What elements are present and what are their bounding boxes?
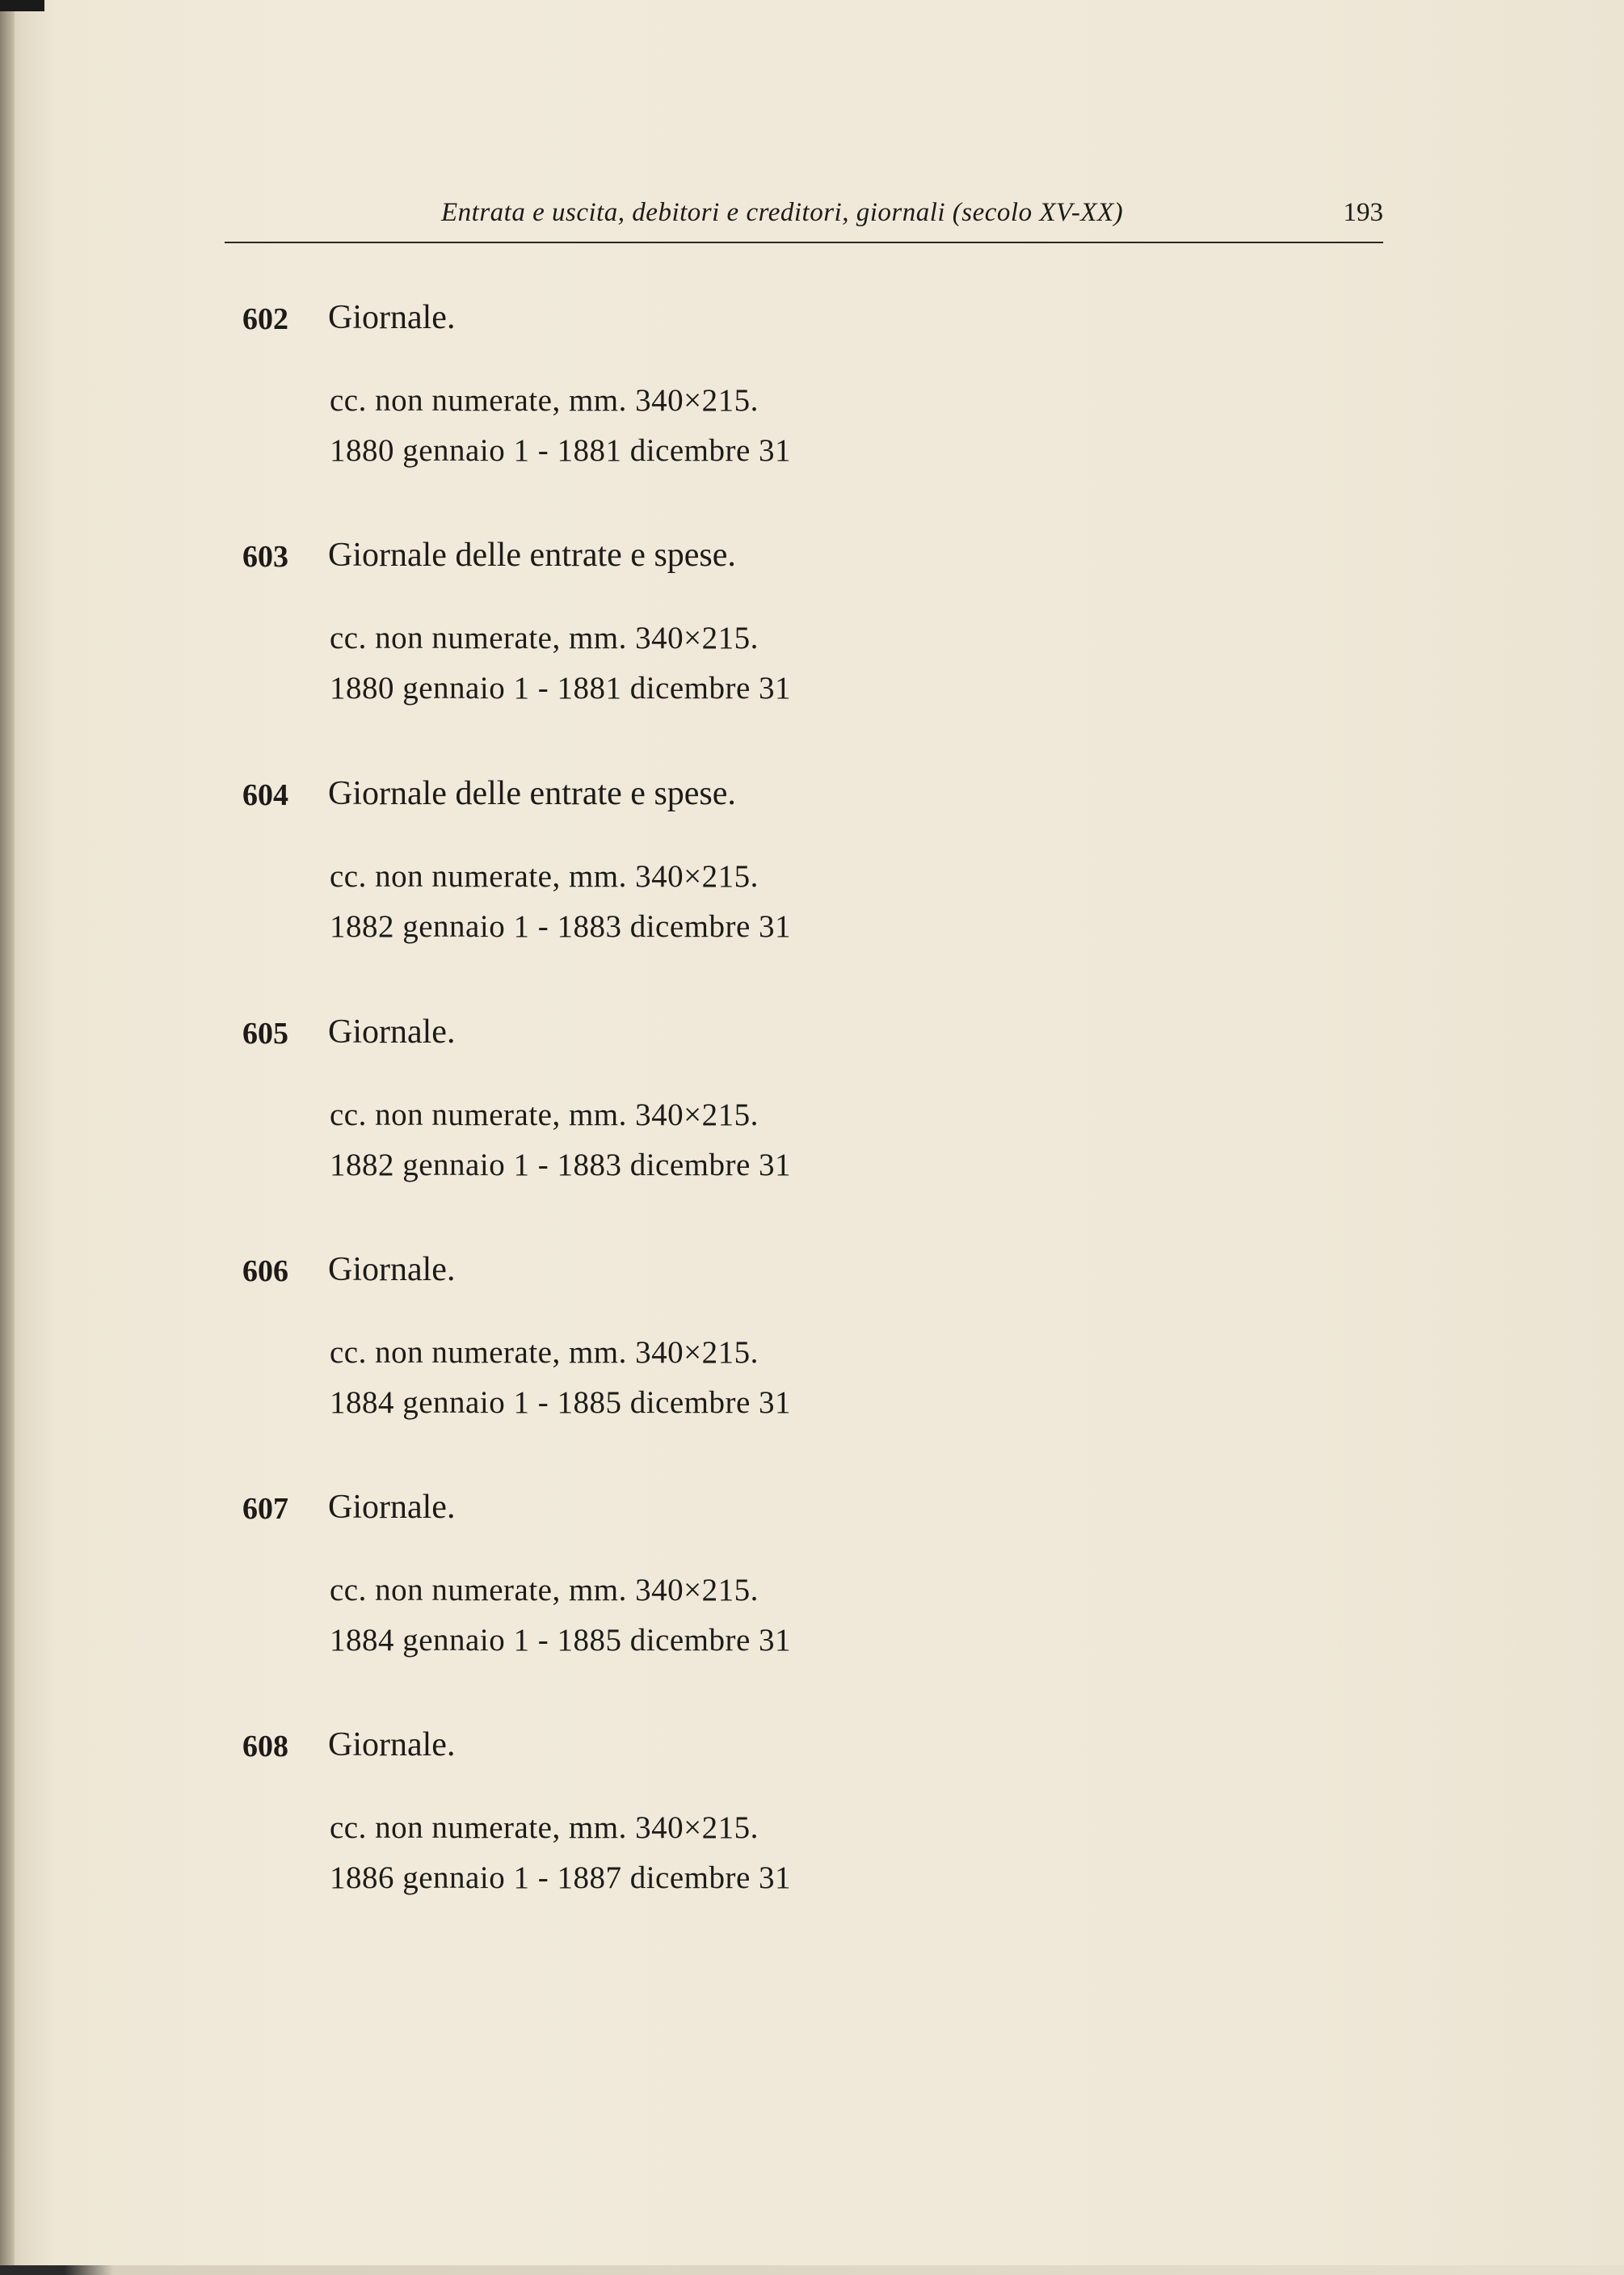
- entry-dates: 1884 gennaio 1 - 1885 dicembre 31: [330, 1385, 792, 1420]
- scan-border-bottom: [0, 2265, 1624, 2275]
- running-title: Entrata e uscita, debitori e creditori, giornali (secolo XV-XX): [441, 198, 1124, 227]
- entry-dates: 1882 gennaio 1 - 1883 dicembre 31: [330, 1148, 792, 1182]
- catalog-entry: [242, 301, 1050, 495]
- entry-description: cc. non numerate, mm. 340×215.: [330, 1573, 759, 1607]
- entry-description: cc. non numerate, mm. 340×215.: [330, 859, 759, 894]
- entry-dates: 1880 gennaio 1 - 1881 dicembre 31: [330, 671, 792, 706]
- entry-title: Giornale.: [328, 299, 456, 336]
- catalog-entry: [242, 539, 1050, 733]
- entry-title: Giornale delle entrate e spese.: [328, 537, 736, 574]
- entry-number: 604: [242, 778, 288, 812]
- entry-number: 606: [242, 1254, 288, 1288]
- entry-description: cc. non numerate, mm. 340×215.: [330, 1097, 759, 1132]
- header-rule: [225, 242, 1383, 243]
- catalog-entry: [242, 1253, 1050, 1447]
- entry-title: Giornale.: [328, 1726, 456, 1763]
- entry-description: cc. non numerate, mm. 340×215.: [330, 1810, 759, 1845]
- catalog-entry: [242, 777, 1050, 971]
- entry-title: Giornale delle entrate e spese.: [328, 775, 736, 812]
- entry-title: Giornale.: [328, 1013, 456, 1051]
- entry-description: cc. non numerate, mm. 340×215.: [330, 1335, 759, 1370]
- book-binding-edge: [0, 0, 15, 2275]
- entry-title: Giornale.: [328, 1489, 456, 1526]
- catalog-entry: [242, 1013, 1050, 1210]
- entry-number: 602: [242, 302, 288, 336]
- catalog-entry: [242, 1726, 1050, 1923]
- catalog-entry: [242, 1491, 1050, 1685]
- entry-dates: 1884 gennaio 1 - 1885 dicembre 31: [330, 1623, 792, 1658]
- entry-number: 607: [242, 1492, 288, 1526]
- entry-dates: 1886 gennaio 1 - 1887 dicembre 31: [330, 1860, 792, 1895]
- entry-description: cc. non numerate, mm. 340×215.: [330, 621, 759, 655]
- entry-dates: 1880 gennaio 1 - 1881 dicembre 31: [330, 433, 792, 468]
- entry-dates: 1882 gennaio 1 - 1883 dicembre 31: [330, 909, 792, 944]
- page-number: 193: [1343, 198, 1383, 227]
- entry-number: 608: [242, 1729, 288, 1763]
- entry-number: 605: [242, 1017, 288, 1051]
- page-header: [225, 198, 1383, 246]
- entry-number: 603: [242, 540, 288, 574]
- entry-description: cc. non numerate, mm. 340×215.: [330, 383, 759, 418]
- entry-title: Giornale.: [328, 1251, 456, 1288]
- scan-border-top: [0, 0, 44, 11]
